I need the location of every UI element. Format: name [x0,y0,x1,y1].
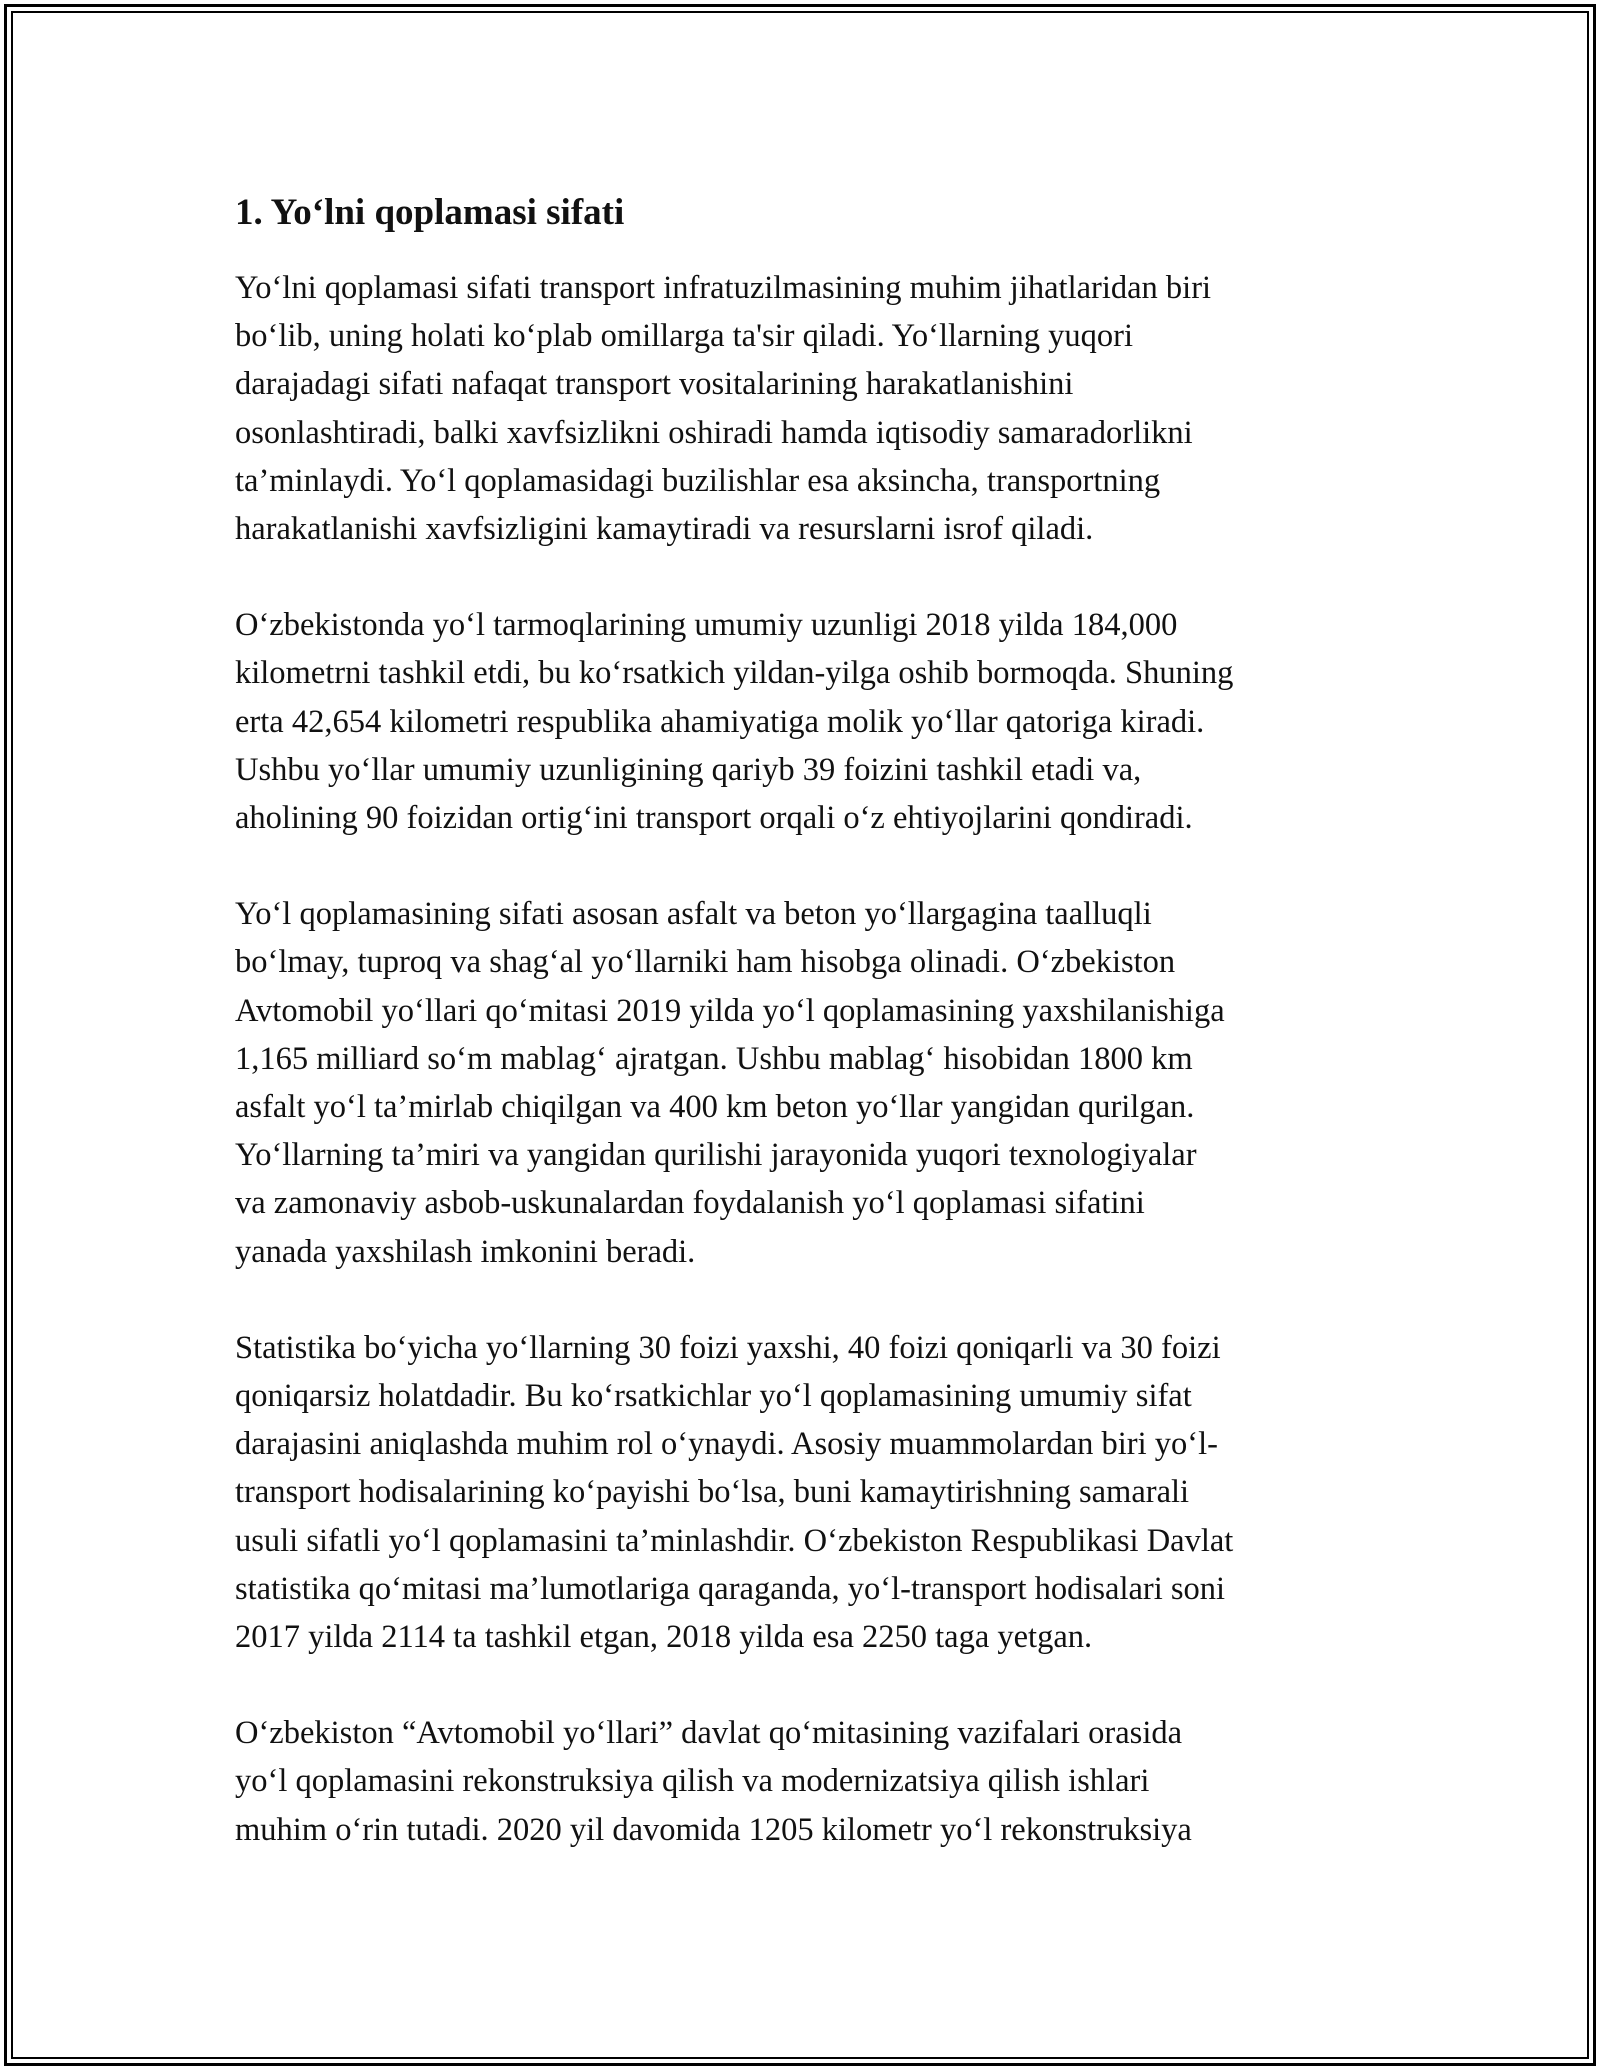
text-line: Avtomobil yo‘llari qo‘mitasi 2019 yilda yo‘l qoplamasining yaxshilanishiga [235,992,1225,1029]
text-line: harakatlanishi xavfsizligini kamaytiradi va resurslarni isrof qiladi. [235,511,1094,548]
text-line: Statistika bo‘yicha yo‘llarning 30 foizi yaxshi, 40 foizi qoniqarli va 30 foizi [235,1329,1221,1366]
text-line: osonlashtiradi, balki xavfsizlikni oshiradi hamda iqtisodiy samaradorlikni [235,414,1193,451]
paragraph-5 [235,1709,1375,1854]
text-line: qoniqarsiz holatdadir. Bu ko‘rsatkichlar yo‘l qoplamasining umumiy sifat [235,1378,1192,1415]
text-line: O‘zbekiston “Avtomobil yo‘llari” davlat qo‘mitasining vazifalari orasida [235,1715,1183,1752]
text-line: yanada yaxshilash imkonini beradi. [235,1233,696,1270]
paragraph-4 [235,1324,1375,1661]
text-line: darajadagi sifati nafaqat transport vositalarining harakatlanishini [235,366,1074,403]
text-line: Yo‘l qoplamasining sifati asosan asfalt va beton yo‘llargagina taalluqli [235,896,1152,933]
text-line: aholining 90 foizidan ortig‘ini transport orqali o‘z ehtiyojlarini qondiradi. [235,800,1193,837]
text-line: usuli sifatli yo‘l qoplamasini ta’minlashdir. O‘zbekiston Respublikasi Davlat [235,1522,1234,1559]
text-line: 2017 yilda 2114 ta tashkil etgan, 2018 yilda esa 2250 taga yetgan. [235,1619,1093,1656]
text-line: yo‘l qoplamasini rekonstruksiya qilish va modernizatsiya qilish ishlari [235,1763,1150,1800]
text-line: Ushbu yo‘llar umumiy uzunligining qariyb 39 foizini tashkil etadi va, [235,751,1142,788]
text-line: O‘zbekistonda yo‘l tarmoqlarining umumiy uzunligi 2018 yilda 184,000 [235,607,1178,644]
text-line: Yo‘lni qoplamasi sifati transport infratuzilmasining muhim jihatlaridan biri [235,270,1212,306]
text-line: bo‘lmay, tuproq va shag‘al yo‘llarniki ham hisobga olinadi. O‘zbekiston [235,944,1176,981]
text-line: kilometrni tashkil etdi, bu ko‘rsatkich yildan-yilga oshib bormoqda. Shuning [235,655,1234,692]
text-line: va zamonaviy asbob-uskunalardan foydalanish yo‘l qoplamasi sifatini [235,1185,1145,1222]
text-line: Yo‘llarning ta’miri va yangidan qurilishi jarayonida yuqori texnologiyalar [235,1137,1197,1174]
document-body [235,190,1375,1902]
text-line: darajasini aniqlashda muhim rol o‘ynaydi. Asosiy muammolardan biri yo‘l- [235,1426,1218,1463]
text-line: statistika qo‘mitasi ma’lumotlariga qaraganda, yo‘l-transport hodisalari soni [235,1570,1226,1607]
text-line: erta 42,654 kilometri respublika ahamiyatiga molik yo‘llar qatoriga kiradi. [235,703,1205,740]
text-line: bo‘lib, uning holati ko‘plab omillarga ta'sir qiladi. Yo‘llarning yuqori [235,318,1134,355]
text-line: 1,165 milliard so‘m mablag‘ ajratgan. Ushbu mablag‘ hisobidan 1800 km [235,1040,1193,1077]
text-line: muhim o‘rin tutadi. 2020 yil davomida 1205 kilometr yo‘l rekonstruksiya [235,1811,1192,1848]
paragraph-2 [235,601,1375,842]
paragraph-3 [235,890,1375,1276]
text-line: ta’minlaydi. Yo‘l qoplamasidagi buzilishlar esa aksincha, transportning [235,462,1161,499]
paragraph-1 [235,264,1375,553]
section-heading: 1. Yo‘lni qoplamasi sifati [235,192,625,233]
text-line: asfalt yo‘l ta’mirlab chiqilgan va 400 km beton yo‘llar yangidan qurilgan. [235,1089,1195,1126]
text-line: transport hodisalarining ko‘payishi bo‘lsa, buni kamaytirishning samarali [235,1474,1190,1511]
